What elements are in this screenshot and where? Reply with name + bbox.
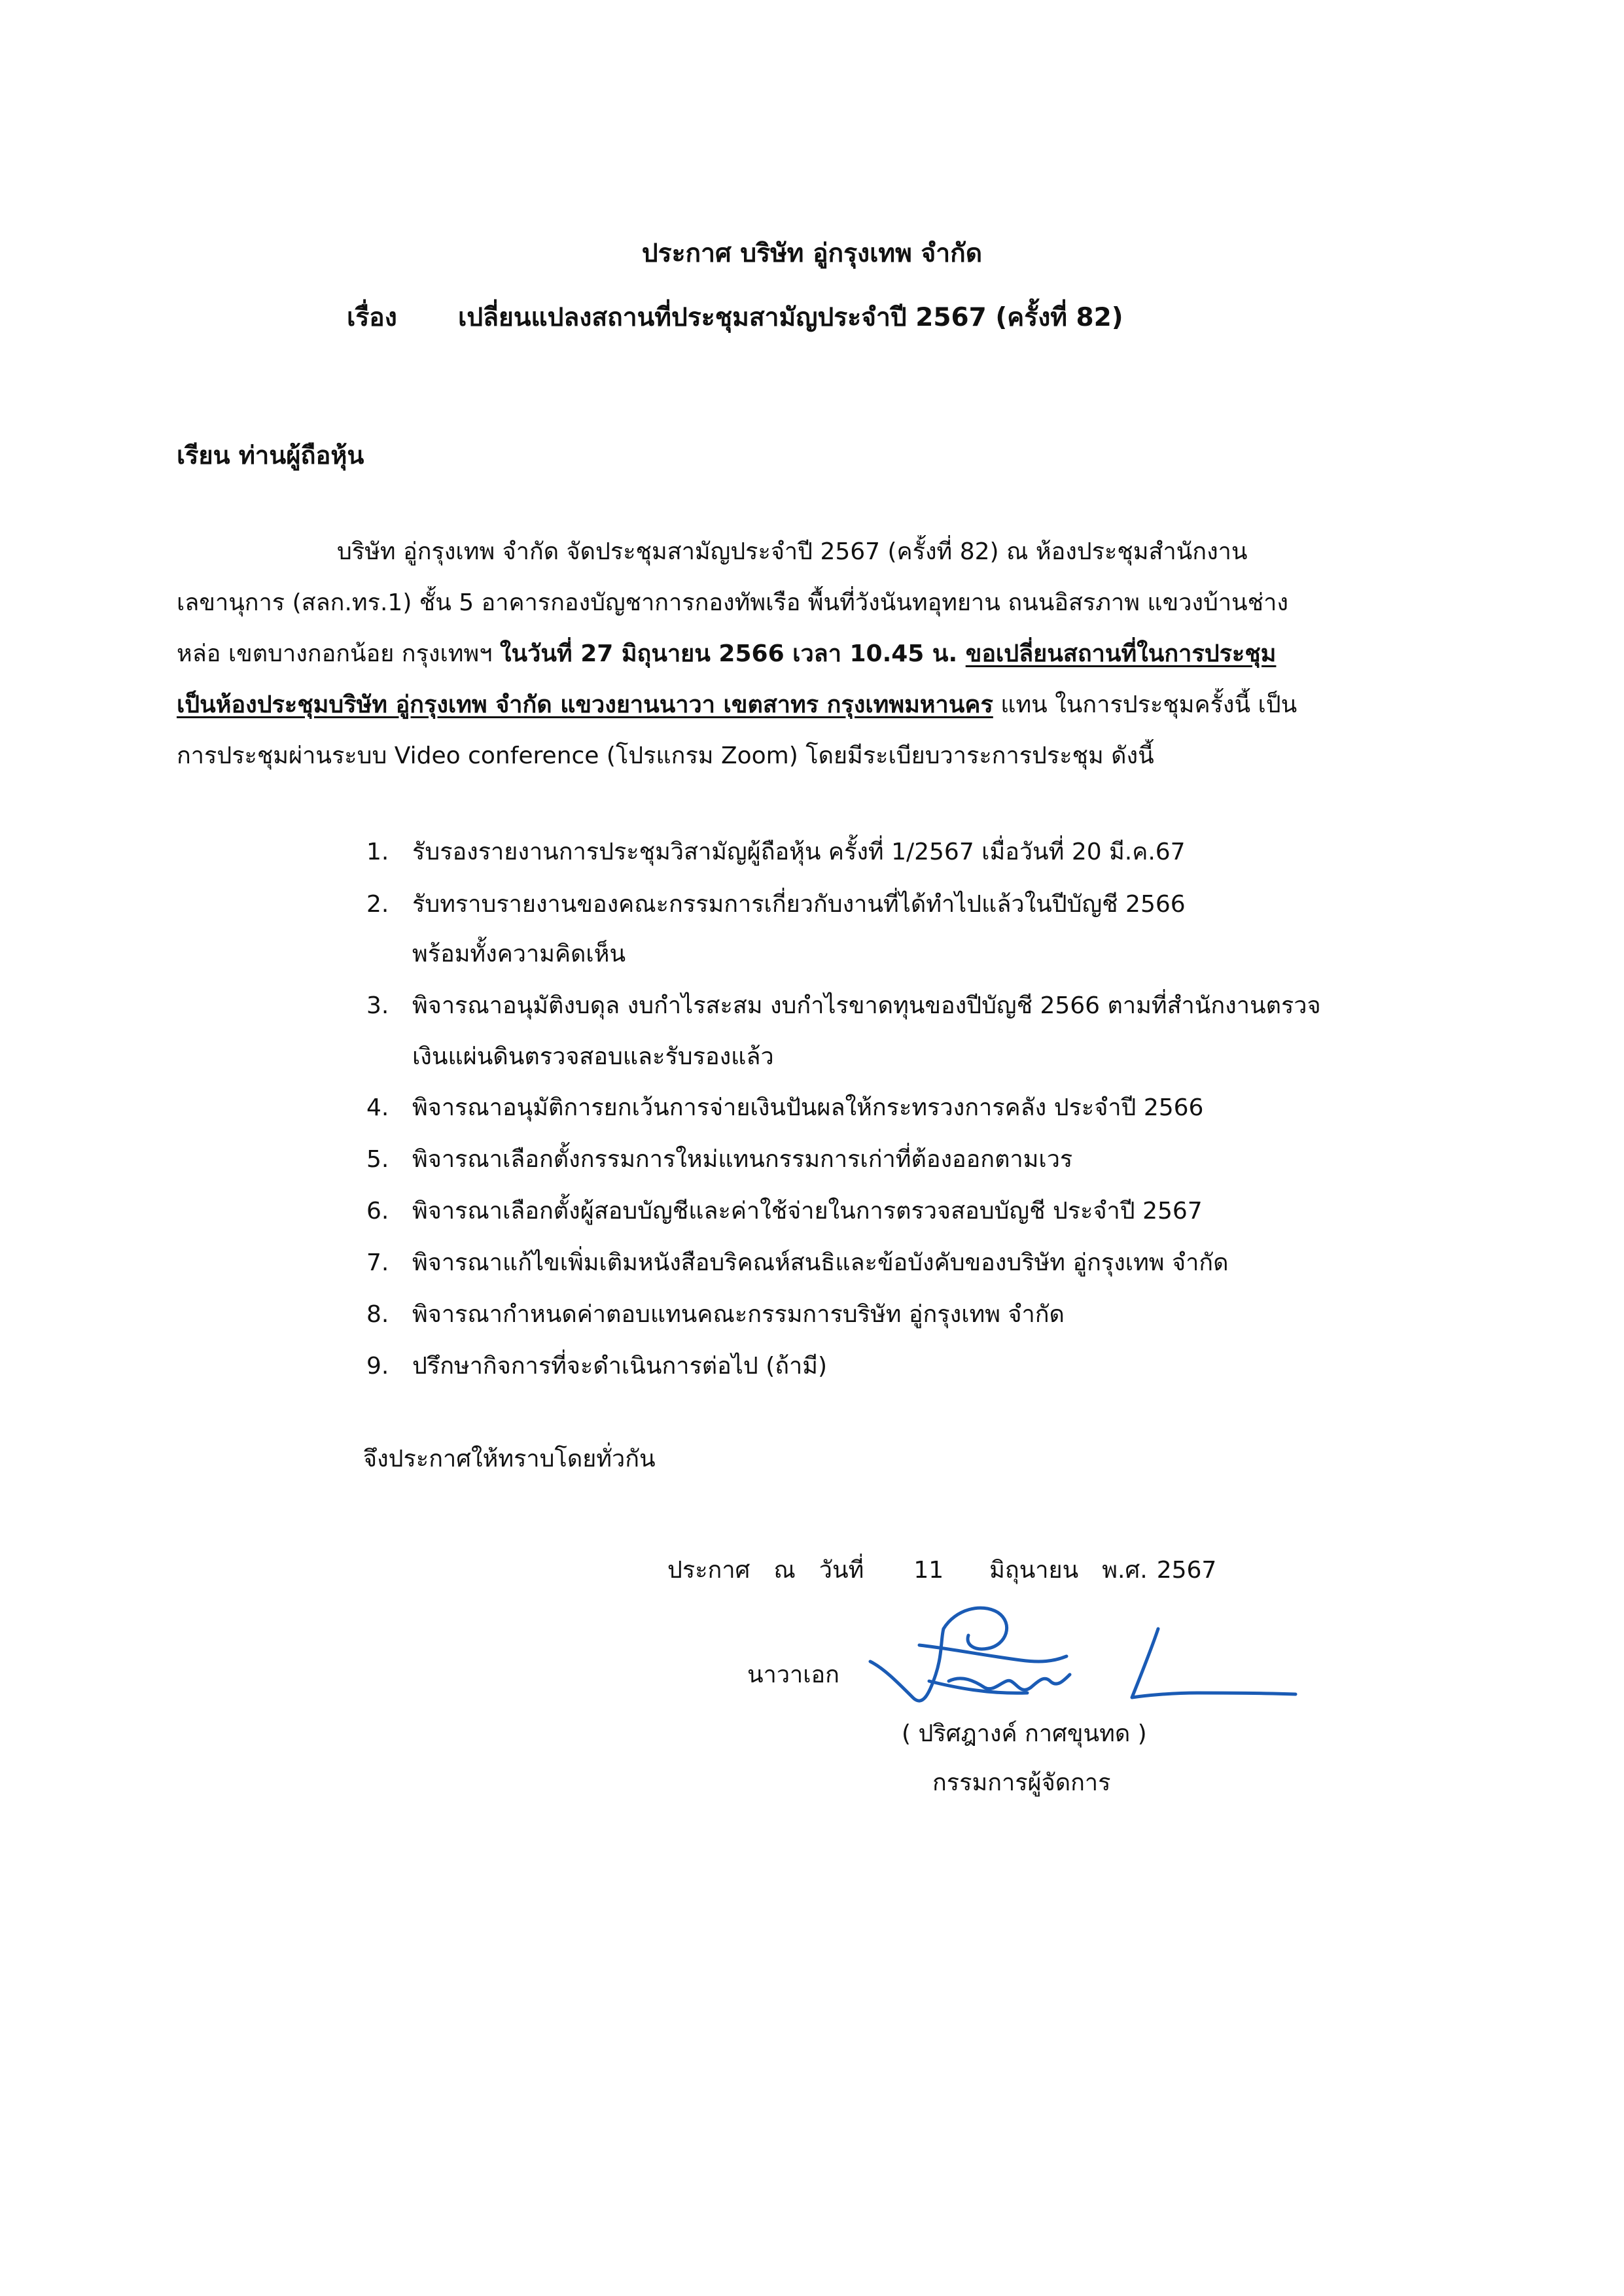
agenda-item: [366, 1298, 1065, 1332]
body-line-3-bold-underline: ขอเปลี่ยนสถานที่ในการประชุม: [965, 640, 1277, 667]
handwritten-signature: [857, 1583, 1315, 1727]
agenda-item: [366, 1143, 1072, 1177]
date-day: 11: [913, 1557, 944, 1584]
body-line-1: บริษัท อู่กรุงเทพ จำกัด จัดประชุมสามัญประจำปี 2567 (ครั้งที่ 82) ณ ห้องประชุมสำนักงาน: [337, 538, 1248, 565]
date-day-label: วันที่: [819, 1557, 864, 1584]
agenda-text: รับรองรายงานการประชุมวิสามัญผู้ถือหุ้น ครั้งที่ 1/2567 เมื่อวันที่ 20 มี.ค.67: [412, 839, 1186, 865]
agenda-item: [366, 1091, 1203, 1125]
date-month: มิถุนายน: [989, 1557, 1079, 1584]
agenda-text: ปรึกษากิจการที่จะดำเนินการต่อไป (ถ้ามี): [412, 1353, 828, 1380]
subject-line: [347, 300, 1123, 336]
agenda-item: [366, 1246, 1228, 1280]
subject-text: เปลี่ยนแปลงสถานที่ประชุมสามัญประจำปี 2567 (ครั้งที่ 82): [458, 303, 1123, 332]
agenda-item: [366, 1194, 1203, 1228]
agenda-number: 2.: [366, 891, 389, 918]
document-title: ประกาศ บริษัท อู่กรุงเทพ จำกัด: [641, 239, 983, 268]
body-line-2: เลขานุการ (สลก.ทร.1) ชั้น 5 อาคารกองบัญชาการกองทัพเรือ พื้นที่วังนันทอุทยาน ถนนอิสรภาพ แขวงบ้านช่าง: [177, 589, 1288, 616]
agenda-continuation: พร้อมทั้งความคิดเห็น: [412, 941, 626, 967]
body-line-4-plain: แทน ในการประชุมครั้งนี้ เป็น: [993, 691, 1297, 718]
date-announce-word: ประกาศ: [667, 1557, 750, 1584]
agenda-number: 3.: [366, 992, 389, 1019]
body-line-3: [177, 637, 1413, 671]
agenda-number: 8.: [366, 1301, 389, 1328]
date-year: 2567: [1156, 1557, 1217, 1584]
agenda-text: พิจารณาอนุมัติงบดุล งบกำไรสะสม งบกำไรขาดทุนของปีบัญชี 2566 ตามที่สำนักงานตรวจ: [412, 992, 1321, 1019]
signer-name: ( ปริศฎางค์ กาศขุนทด ): [902, 1720, 1147, 1747]
body-line-4: [177, 688, 1413, 722]
signature-stroke: [944, 1608, 1007, 1649]
agenda-text: พิจารณากำหนดค่าตอบแทนคณะกรรมการบริษัท อู่กรุงเทพ จำกัด: [412, 1301, 1065, 1328]
date-era: พ.ศ.: [1102, 1557, 1148, 1584]
salutation: เรียน ท่านผู้ถือหุ้น: [177, 441, 364, 470]
closing-statement: จึงประกาศให้ทราบโดยทั่วกัน: [363, 1446, 656, 1472]
body-line-3-plain: หล่อ เขตบางกอกน้อย กรุงเทพฯ: [177, 640, 500, 667]
agenda-number: 9.: [366, 1353, 389, 1380]
body-line-3-bold: ในวันที่ 27 มิถุนายน 2566 เวลา 10.45 น.: [499, 640, 966, 667]
signature-stroke: [1132, 1629, 1296, 1697]
agenda-text: พิจารณาเลือกตั้งกรรมการใหม่แทนกรรมการเก่าที่ต้องออกตามเวร: [412, 1146, 1073, 1173]
agenda-text: พิจารณาแก้ไขเพิ่มเติมหนังสือบริคณห์สนธิและข้อบังคับของบริษัท อู่กรุงเทพ จำกัด: [412, 1249, 1229, 1276]
signer-rank: นาวาเอก: [747, 1661, 839, 1688]
agenda-number: 5.: [366, 1146, 389, 1173]
signature-stroke: [870, 1629, 944, 1701]
agenda-item: [366, 989, 1321, 1023]
agenda-item: [366, 888, 1186, 922]
agenda-number: 4.: [366, 1094, 389, 1121]
agenda-text: พิจารณาเลือกตั้งผู้สอบบัญชีและค่าใช้จ่ายในการตรวจสอบบัญชี ประจำปี 2567: [412, 1198, 1203, 1225]
agenda-number: 7.: [366, 1249, 389, 1276]
agenda-number: 6.: [366, 1198, 389, 1225]
agenda-text: พิจารณาอนุมัติการยกเว้นการจ่ายเงินปันผลให้กระทรวงการคลัง ประจำปี 2566: [412, 1094, 1204, 1121]
signer-title: กรรมการผู้จัดการ: [932, 1769, 1111, 1796]
date-at-word: ณ: [773, 1557, 796, 1584]
agenda-text: รับทราบรายงานของคณะกรรมการเกี่ยวกับงานที่ได้ทำไปแล้วในปีบัญชี 2566: [412, 891, 1186, 918]
agenda-item: [366, 1349, 827, 1383]
agenda-number: 1.: [366, 839, 389, 865]
agenda-continuation: เงินแผ่นดินตรวจสอบและรับรองแล้ว: [412, 1043, 774, 1070]
body-line-4-bold-underline: เป็นห้องประชุมบริษัท อู่กรุงเทพ จำกัด แขวงยานนาวา เขตสาทร กรุงเทพมหานคร: [177, 691, 993, 718]
subject-label: เรื่อง: [347, 303, 397, 332]
body-line-5: การประชุมผ่านระบบ Video conference (โปรแกรม Zoom) โดยมีระเบียบวาระการประชุม ดังนี้: [177, 742, 1154, 769]
agenda-item: [366, 835, 1186, 869]
